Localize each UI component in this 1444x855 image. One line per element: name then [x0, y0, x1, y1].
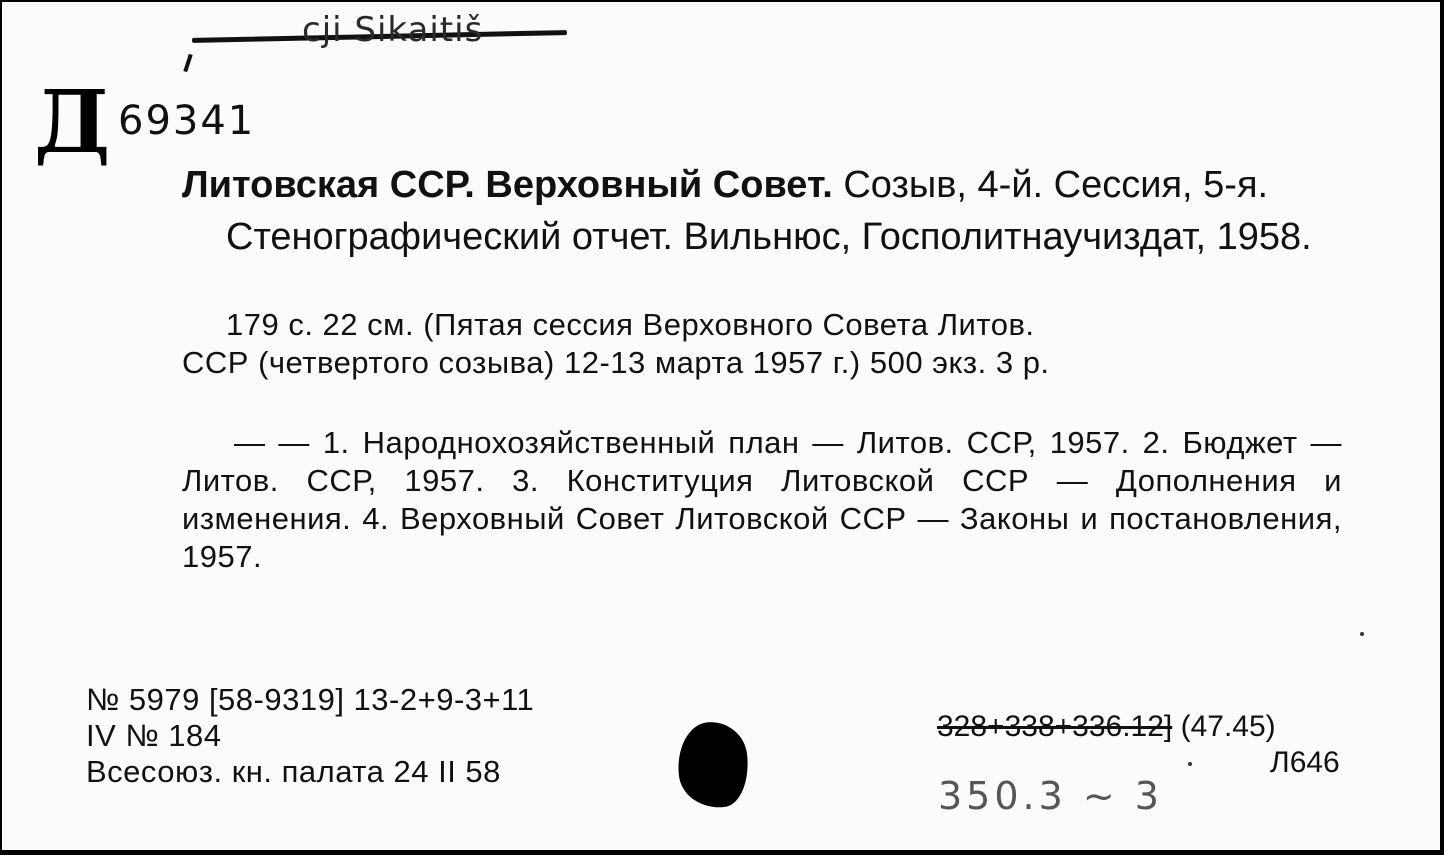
catalog-letter: Д: [34, 72, 111, 173]
catalog-card: [2, 2, 1440, 850]
heading-author: Литовская ССР. Верховный Совет.: [182, 164, 833, 206]
registry-line-1: № 5979 [58-9319] 13-2+9-3+11: [86, 682, 535, 717]
publication-info: Стенографический отчет. Вильнюс, Госполитнаучиздат, 1958.: [226, 216, 1312, 258]
class-number: Л646: [1270, 746, 1340, 779]
struck-handwritten-note: cji Sikaitiš: [302, 10, 484, 50]
struck-classification: 328+338+336.12]: [937, 710, 1173, 743]
collation-line-2: ССР (четвертого созыва) 12-13 марта 1957 г.) 500 экз. 3 р.: [182, 345, 1050, 380]
heading-session: Созыв, 4-й. Сессия, 5-я.: [832, 164, 1269, 206]
entry-heading: [182, 162, 1352, 208]
inventory-number: 69341: [118, 98, 256, 144]
collation-line-1: 179 с. 22 см. (Пятая сессия Верховного Совета Литов.: [226, 307, 1035, 342]
classification-code: [937, 710, 1276, 744]
classification-rest: (47.45): [1172, 710, 1276, 743]
speck: [1360, 632, 1364, 636]
registry-line-3: Всесоюз. кн. палата 24 II 58: [86, 754, 501, 789]
registry-info: [86, 682, 534, 790]
pen-tick-mark: [183, 54, 192, 72]
subject-headings: — — 1. Народнохозяйственный план — Литов. ССР, 1957. 2. Бюджет — Литов. ССР, 1957. 3. Конституция Литовской ССР — Дополнения и изменения. 4. Верховный Совет Литовской ССР — Законы и постановления, 1957.: [182, 425, 1342, 574]
ink-blot: [674, 719, 753, 812]
handwritten-classification: 350.3 ~ 3: [938, 774, 1163, 818]
collation: [182, 306, 1352, 382]
speck: [1188, 762, 1192, 766]
registry-line-2: IV № 184: [86, 718, 222, 753]
